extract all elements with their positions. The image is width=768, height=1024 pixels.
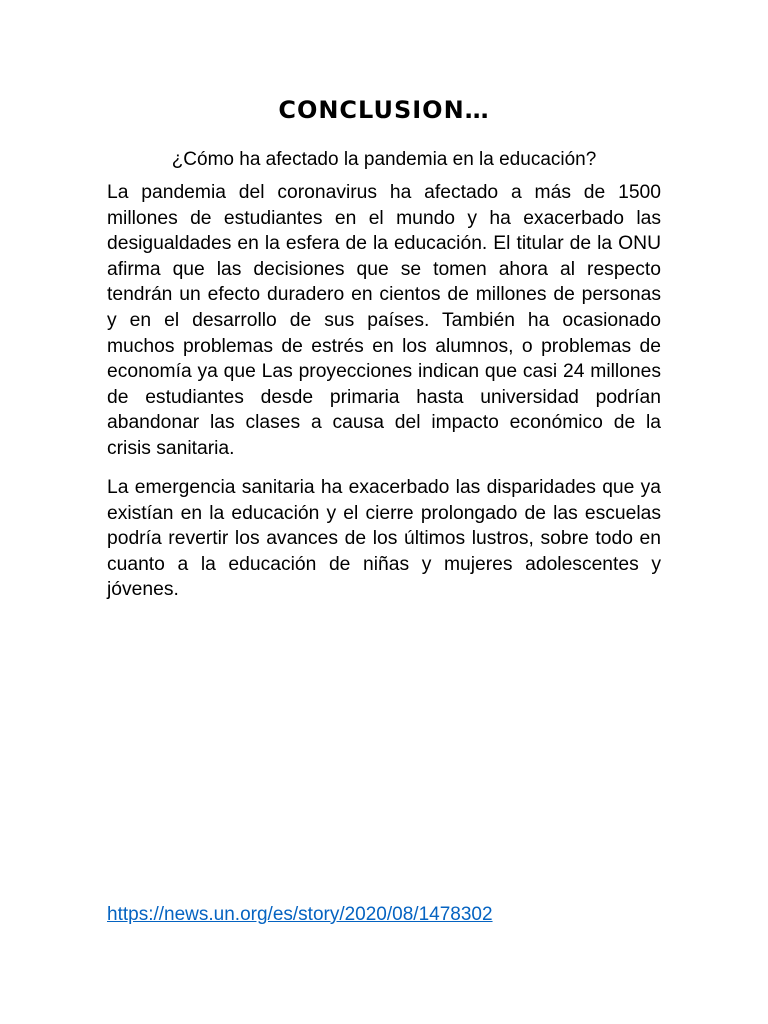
question-heading: ¿Cómo ha afectado la pandemia en la educación? [171,149,597,170]
document-page [107,0,661,1024]
source-link[interactable]: https://news.un.org/es/story/2020/08/1478302 [107,904,493,925]
body-paragraph-1: La pandemia del coronavirus ha afectado a más de 1500 millones de estudiantes en el mundo y ha exacerbado las desigualdades en la esfera de la educación. El titular de la ONU afirma que las decisiones que se tomen ahora al respecto tendrán un efecto duradero en cientos de millones de personas y en el desarrollo de sus países. También ha ocasionado muchos problemas de estrés en los alumnos, o problemas de economía ya que Las proyecciones indican que casi 24 millones de estudiantes desde primaria hasta universidad podrían abandonar las clases a causa del impacto económico de la crisis sanitaria. [107,182,661,459]
body-paragraph-2: La emergencia sanitaria ha exacerbado las disparidades que ya existían en la educación y el cierre prolongado de las escuelas podría revertir los avances de los últimos lustros, sobre todo en cuanto a la educación de niñas y mujeres adolescentes y jóvenes. [107,477,661,601]
page-title: CONCLUSION… [278,96,490,124]
